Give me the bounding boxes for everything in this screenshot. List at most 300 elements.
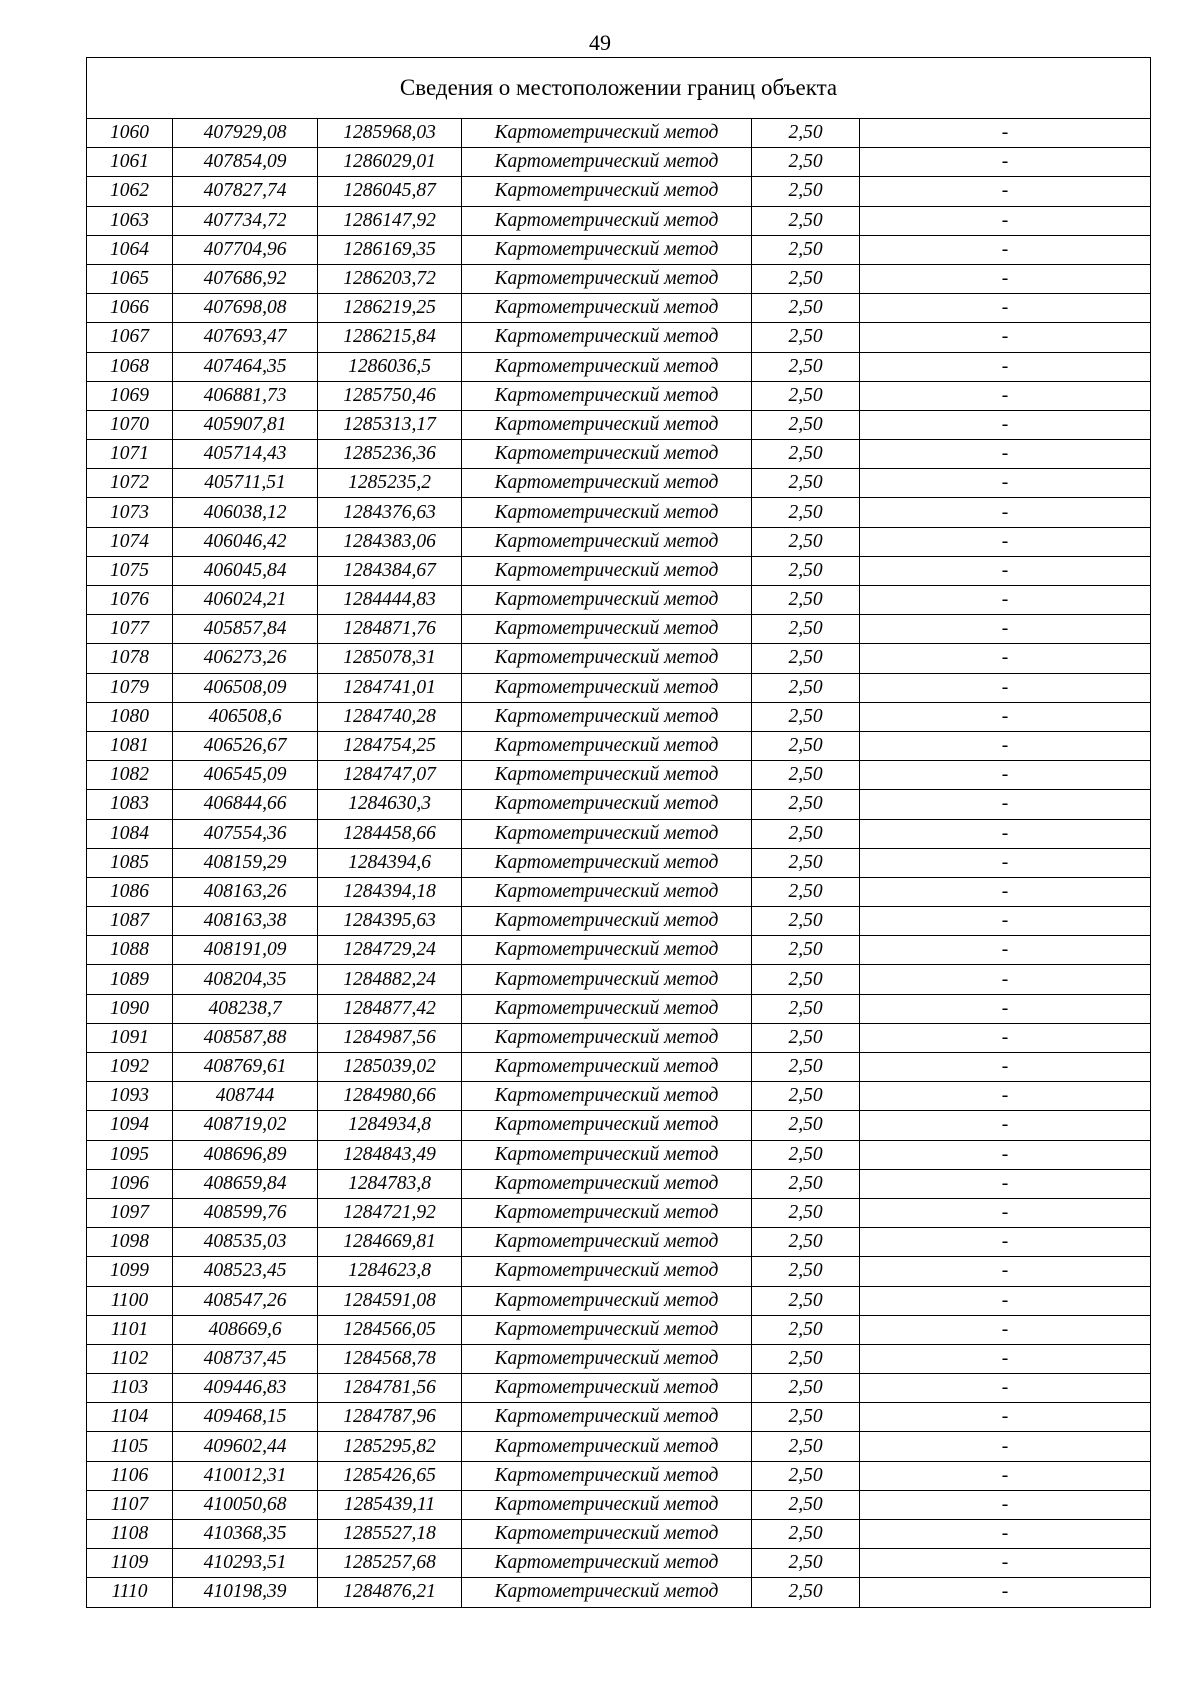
point-number-cell: 1061: [87, 148, 173, 177]
y-coordinate-cell: 1284754,25: [318, 731, 462, 760]
y-coordinate-cell: 1284934,8: [318, 1111, 462, 1140]
note-cell: -: [860, 556, 1151, 585]
method-cell: Картометрический метод: [462, 1403, 752, 1432]
x-coordinate-cell: 405711,51: [173, 469, 318, 498]
accuracy-cell: 2,50: [752, 848, 860, 877]
point-number-cell: 1104: [87, 1403, 173, 1432]
accuracy-cell: 2,50: [752, 1461, 860, 1490]
y-coordinate-cell: 1285078,31: [318, 644, 462, 673]
accuracy-cell: 2,50: [752, 119, 860, 148]
table-row: [87, 352, 1151, 381]
point-number-cell: 1066: [87, 294, 173, 323]
table-row: [87, 644, 1151, 673]
table-row: [87, 1432, 1151, 1461]
x-coordinate-cell: 408744: [173, 1082, 318, 1111]
y-coordinate-cell: 1284376,63: [318, 498, 462, 527]
note-cell: -: [860, 965, 1151, 994]
x-coordinate-cell: 407734,72: [173, 206, 318, 235]
point-number-cell: 1083: [87, 790, 173, 819]
point-number-cell: 1089: [87, 965, 173, 994]
note-cell: -: [860, 761, 1151, 790]
table-row: [87, 556, 1151, 585]
point-number-cell: 1077: [87, 615, 173, 644]
method-cell: Картометрический метод: [462, 264, 752, 293]
x-coordinate-cell: 406038,12: [173, 498, 318, 527]
method-cell: Картометрический метод: [462, 1228, 752, 1257]
y-coordinate-cell: 1285257,68: [318, 1549, 462, 1578]
table-row: [87, 1286, 1151, 1315]
y-coordinate-cell: 1284395,63: [318, 907, 462, 936]
method-cell: Картометрический метод: [462, 235, 752, 264]
note-cell: -: [860, 1432, 1151, 1461]
y-coordinate-cell: 1284623,8: [318, 1257, 462, 1286]
accuracy-cell: 2,50: [752, 1169, 860, 1198]
accuracy-cell: 2,50: [752, 264, 860, 293]
x-coordinate-cell: 407686,92: [173, 264, 318, 293]
x-coordinate-cell: 407827,74: [173, 177, 318, 206]
point-number-cell: 1063: [87, 206, 173, 235]
table-row: [87, 877, 1151, 906]
method-cell: Картометрический метод: [462, 381, 752, 410]
method-cell: Картометрический метод: [462, 907, 752, 936]
note-cell: -: [860, 1520, 1151, 1549]
method-cell: Картометрический метод: [462, 440, 752, 469]
x-coordinate-cell: 409468,15: [173, 1403, 318, 1432]
table-row: [87, 731, 1151, 760]
table-row: [87, 206, 1151, 235]
note-cell: -: [860, 119, 1151, 148]
note-cell: -: [860, 994, 1151, 1023]
point-number-cell: 1086: [87, 877, 173, 906]
x-coordinate-cell: 408191,09: [173, 936, 318, 965]
x-coordinate-cell: 408159,29: [173, 848, 318, 877]
x-coordinate-cell: 408599,76: [173, 1198, 318, 1227]
method-cell: Картометрический метод: [462, 177, 752, 206]
method-cell: Картометрический метод: [462, 790, 752, 819]
x-coordinate-cell: 408535,03: [173, 1228, 318, 1257]
table-row: [87, 1111, 1151, 1140]
method-cell: Картометрический метод: [462, 352, 752, 381]
note-cell: -: [860, 819, 1151, 848]
y-coordinate-cell: 1285439,11: [318, 1490, 462, 1519]
y-coordinate-cell: 1284787,96: [318, 1403, 462, 1432]
point-number-cell: 1085: [87, 848, 173, 877]
note-cell: -: [860, 440, 1151, 469]
y-coordinate-cell: 1284740,28: [318, 702, 462, 731]
method-cell: Картометрический метод: [462, 498, 752, 527]
accuracy-cell: 2,50: [752, 1315, 860, 1344]
method-cell: Картометрический метод: [462, 410, 752, 439]
accuracy-cell: 2,50: [752, 615, 860, 644]
x-coordinate-cell: 407698,08: [173, 294, 318, 323]
point-number-cell: 1099: [87, 1257, 173, 1286]
y-coordinate-cell: 1285313,17: [318, 410, 462, 439]
note-cell: -: [860, 731, 1151, 760]
note-cell: -: [860, 1374, 1151, 1403]
method-cell: Картометрический метод: [462, 731, 752, 760]
accuracy-cell: 2,50: [752, 1432, 860, 1461]
accuracy-cell: 2,50: [752, 907, 860, 936]
method-cell: Картометрический метод: [462, 1549, 752, 1578]
method-cell: Картометрический метод: [462, 965, 752, 994]
table-row: [87, 1198, 1151, 1227]
note-cell: -: [860, 1023, 1151, 1052]
accuracy-cell: 2,50: [752, 994, 860, 1023]
y-coordinate-cell: 1286029,01: [318, 148, 462, 177]
note-cell: -: [860, 235, 1151, 264]
accuracy-cell: 2,50: [752, 1228, 860, 1257]
table-row: [87, 498, 1151, 527]
point-number-cell: 1096: [87, 1169, 173, 1198]
x-coordinate-cell: 410293,51: [173, 1549, 318, 1578]
y-coordinate-cell: 1285039,02: [318, 1053, 462, 1082]
method-cell: Картометрический метод: [462, 469, 752, 498]
method-cell: Картометрический метод: [462, 148, 752, 177]
x-coordinate-cell: 407554,36: [173, 819, 318, 848]
method-cell: Картометрический метод: [462, 1490, 752, 1519]
table-row: [87, 702, 1151, 731]
method-cell: Картометрический метод: [462, 1053, 752, 1082]
accuracy-cell: 2,50: [752, 1053, 860, 1082]
table-row: [87, 1053, 1151, 1082]
point-number-cell: 1082: [87, 761, 173, 790]
note-cell: -: [860, 1053, 1151, 1082]
y-coordinate-cell: 1284591,08: [318, 1286, 462, 1315]
accuracy-cell: 2,50: [752, 556, 860, 585]
table-row: [87, 1490, 1151, 1519]
accuracy-cell: 2,50: [752, 586, 860, 615]
point-number-cell: 1098: [87, 1228, 173, 1257]
note-cell: -: [860, 498, 1151, 527]
point-number-cell: 1091: [87, 1023, 173, 1052]
point-number-cell: 1070: [87, 410, 173, 439]
note-cell: -: [860, 907, 1151, 936]
table-row: [87, 119, 1151, 148]
accuracy-cell: 2,50: [752, 673, 860, 702]
table-row: [87, 936, 1151, 965]
note-cell: -: [860, 264, 1151, 293]
accuracy-cell: 2,50: [752, 1023, 860, 1052]
table-row: [87, 790, 1151, 819]
accuracy-cell: 2,50: [752, 790, 860, 819]
point-number-cell: 1105: [87, 1432, 173, 1461]
table-row: [87, 615, 1151, 644]
accuracy-cell: 2,50: [752, 410, 860, 439]
point-number-cell: 1087: [87, 907, 173, 936]
table-row: [87, 177, 1151, 206]
y-coordinate-cell: 1284729,24: [318, 936, 462, 965]
x-coordinate-cell: 408547,26: [173, 1286, 318, 1315]
note-cell: -: [860, 644, 1151, 673]
table-row: [87, 907, 1151, 936]
x-coordinate-cell: 405714,43: [173, 440, 318, 469]
point-number-cell: 1075: [87, 556, 173, 585]
table-row: [87, 440, 1151, 469]
table-row: [87, 410, 1151, 439]
x-coordinate-cell: 408737,45: [173, 1344, 318, 1373]
point-number-cell: 1094: [87, 1111, 173, 1140]
y-coordinate-cell: 1284669,81: [318, 1228, 462, 1257]
table-row: [87, 1140, 1151, 1169]
x-coordinate-cell: 406273,26: [173, 644, 318, 673]
method-cell: Картометрический метод: [462, 936, 752, 965]
x-coordinate-cell: 410012,31: [173, 1461, 318, 1490]
y-coordinate-cell: 1285527,18: [318, 1520, 462, 1549]
accuracy-cell: 2,50: [752, 965, 860, 994]
table-row: [87, 1374, 1151, 1403]
method-cell: Картометрический метод: [462, 819, 752, 848]
point-number-cell: 1107: [87, 1490, 173, 1519]
accuracy-cell: 2,50: [752, 381, 860, 410]
x-coordinate-cell: 407704,96: [173, 235, 318, 264]
accuracy-cell: 2,50: [752, 819, 860, 848]
accuracy-cell: 2,50: [752, 761, 860, 790]
note-cell: -: [860, 206, 1151, 235]
point-number-cell: 1110: [87, 1578, 173, 1607]
table-row: [87, 527, 1151, 556]
point-number-cell: 1072: [87, 469, 173, 498]
method-cell: Картометрический метод: [462, 1023, 752, 1052]
note-cell: -: [860, 294, 1151, 323]
x-coordinate-cell: 406526,67: [173, 731, 318, 760]
x-coordinate-cell: 408163,26: [173, 877, 318, 906]
table-row: [87, 264, 1151, 293]
accuracy-cell: 2,50: [752, 527, 860, 556]
accuracy-cell: 2,50: [752, 731, 860, 760]
point-number-cell: 1071: [87, 440, 173, 469]
method-cell: Картометрический метод: [462, 556, 752, 585]
note-cell: -: [860, 1228, 1151, 1257]
point-number-cell: 1062: [87, 177, 173, 206]
note-cell: -: [860, 1490, 1151, 1519]
y-coordinate-cell: 1285426,65: [318, 1461, 462, 1490]
table-row: [87, 323, 1151, 352]
table-row: [87, 469, 1151, 498]
note-cell: -: [860, 1257, 1151, 1286]
point-number-cell: 1065: [87, 264, 173, 293]
method-cell: Картометрический метод: [462, 586, 752, 615]
point-number-cell: 1068: [87, 352, 173, 381]
method-cell: Картометрический метод: [462, 1082, 752, 1111]
y-coordinate-cell: 1284843,49: [318, 1140, 462, 1169]
note-cell: -: [860, 1198, 1151, 1227]
method-cell: Картометрический метод: [462, 119, 752, 148]
note-cell: -: [860, 177, 1151, 206]
y-coordinate-cell: 1284877,42: [318, 994, 462, 1023]
x-coordinate-cell: 406024,21: [173, 586, 318, 615]
y-coordinate-cell: 1285295,82: [318, 1432, 462, 1461]
x-coordinate-cell: 406881,73: [173, 381, 318, 410]
point-number-cell: 1084: [87, 819, 173, 848]
method-cell: Картометрический метод: [462, 1140, 752, 1169]
y-coordinate-cell: 1284980,66: [318, 1082, 462, 1111]
x-coordinate-cell: 407854,09: [173, 148, 318, 177]
y-coordinate-cell: 1284882,24: [318, 965, 462, 994]
note-cell: -: [860, 1111, 1151, 1140]
point-number-cell: 1079: [87, 673, 173, 702]
x-coordinate-cell: 408587,88: [173, 1023, 318, 1052]
table-row: [87, 848, 1151, 877]
accuracy-cell: 2,50: [752, 877, 860, 906]
note-cell: -: [860, 877, 1151, 906]
note-cell: -: [860, 1286, 1151, 1315]
accuracy-cell: 2,50: [752, 1286, 860, 1315]
point-number-cell: 1069: [87, 381, 173, 410]
table-row: [87, 994, 1151, 1023]
accuracy-cell: 2,50: [752, 1549, 860, 1578]
method-cell: Картометрический метод: [462, 1374, 752, 1403]
accuracy-cell: 2,50: [752, 323, 860, 352]
table-row: [87, 148, 1151, 177]
x-coordinate-cell: 406508,09: [173, 673, 318, 702]
x-coordinate-cell: 408669,6: [173, 1315, 318, 1344]
point-number-cell: 1073: [87, 498, 173, 527]
method-cell: Картометрический метод: [462, 877, 752, 906]
accuracy-cell: 2,50: [752, 1257, 860, 1286]
note-cell: -: [860, 527, 1151, 556]
y-coordinate-cell: 1284871,76: [318, 615, 462, 644]
point-number-cell: 1102: [87, 1344, 173, 1373]
accuracy-cell: 2,50: [752, 352, 860, 381]
accuracy-cell: 2,50: [752, 440, 860, 469]
table-title-row: [87, 58, 1151, 119]
table-row: [87, 1082, 1151, 1111]
method-cell: Картометрический метод: [462, 206, 752, 235]
y-coordinate-cell: 1284630,3: [318, 790, 462, 819]
accuracy-cell: 2,50: [752, 469, 860, 498]
x-coordinate-cell: 408769,61: [173, 1053, 318, 1082]
method-cell: Картометрический метод: [462, 1198, 752, 1227]
note-cell: -: [860, 1461, 1151, 1490]
note-cell: -: [860, 1082, 1151, 1111]
method-cell: Картометрический метод: [462, 673, 752, 702]
accuracy-cell: 2,50: [752, 1082, 860, 1111]
y-coordinate-cell: 1284721,92: [318, 1198, 462, 1227]
note-cell: -: [860, 702, 1151, 731]
y-coordinate-cell: 1286036,5: [318, 352, 462, 381]
point-number-cell: 1103: [87, 1374, 173, 1403]
table-row: [87, 1228, 1151, 1257]
note-cell: -: [860, 1315, 1151, 1344]
note-cell: -: [860, 410, 1151, 439]
y-coordinate-cell: 1284566,05: [318, 1315, 462, 1344]
x-coordinate-cell: 408659,84: [173, 1169, 318, 1198]
x-coordinate-cell: 406046,42: [173, 527, 318, 556]
table-title: Сведения о местоположении границ объекта: [87, 58, 1151, 119]
x-coordinate-cell: 406545,09: [173, 761, 318, 790]
x-coordinate-cell: 409602,44: [173, 1432, 318, 1461]
x-coordinate-cell: 406508,6: [173, 702, 318, 731]
note-cell: -: [860, 323, 1151, 352]
point-number-cell: 1067: [87, 323, 173, 352]
y-coordinate-cell: 1285235,2: [318, 469, 462, 498]
accuracy-cell: 2,50: [752, 1520, 860, 1549]
accuracy-cell: 2,50: [752, 206, 860, 235]
x-coordinate-cell: 408719,02: [173, 1111, 318, 1140]
x-coordinate-cell: 410050,68: [173, 1490, 318, 1519]
y-coordinate-cell: 1284987,56: [318, 1023, 462, 1052]
accuracy-cell: 2,50: [752, 1140, 860, 1169]
page-number: 49: [589, 30, 611, 55]
y-coordinate-cell: 1284568,78: [318, 1344, 462, 1373]
method-cell: Картометрический метод: [462, 644, 752, 673]
table-row: [87, 673, 1151, 702]
y-coordinate-cell: 1284781,56: [318, 1374, 462, 1403]
note-cell: -: [860, 1169, 1151, 1198]
point-number-cell: 1092: [87, 1053, 173, 1082]
accuracy-cell: 2,50: [752, 177, 860, 206]
x-coordinate-cell: 406844,66: [173, 790, 318, 819]
x-coordinate-cell: 409446,83: [173, 1374, 318, 1403]
note-cell: -: [860, 352, 1151, 381]
note-cell: -: [860, 848, 1151, 877]
table-row: [87, 294, 1151, 323]
table-row: [87, 1578, 1151, 1607]
accuracy-cell: 2,50: [752, 644, 860, 673]
x-coordinate-cell: 405857,84: [173, 615, 318, 644]
point-number-cell: 1090: [87, 994, 173, 1023]
method-cell: Картометрический метод: [462, 294, 752, 323]
table-row: [87, 1169, 1151, 1198]
method-cell: Картометрический метод: [462, 1315, 752, 1344]
x-coordinate-cell: 407693,47: [173, 323, 318, 352]
accuracy-cell: 2,50: [752, 1578, 860, 1607]
x-coordinate-cell: 408696,89: [173, 1140, 318, 1169]
note-cell: -: [860, 1549, 1151, 1578]
table-row: [87, 586, 1151, 615]
y-coordinate-cell: 1286219,25: [318, 294, 462, 323]
point-number-cell: 1064: [87, 235, 173, 264]
method-cell: Картометрический метод: [462, 848, 752, 877]
point-number-cell: 1097: [87, 1198, 173, 1227]
table-row: [87, 1257, 1151, 1286]
point-number-cell: 1080: [87, 702, 173, 731]
y-coordinate-cell: 1286045,87: [318, 177, 462, 206]
y-coordinate-cell: 1284876,21: [318, 1578, 462, 1607]
note-cell: -: [860, 148, 1151, 177]
note-cell: -: [860, 1403, 1151, 1432]
table-row: [87, 1023, 1151, 1052]
note-cell: -: [860, 1140, 1151, 1169]
y-coordinate-cell: 1284384,67: [318, 556, 462, 585]
y-coordinate-cell: 1284783,8: [318, 1169, 462, 1198]
accuracy-cell: 2,50: [752, 702, 860, 731]
accuracy-cell: 2,50: [752, 1198, 860, 1227]
method-cell: Картометрический метод: [462, 527, 752, 556]
table-row: [87, 235, 1151, 264]
table-row: [87, 965, 1151, 994]
accuracy-cell: 2,50: [752, 1490, 860, 1519]
accuracy-cell: 2,50: [752, 1344, 860, 1373]
point-number-cell: 1088: [87, 936, 173, 965]
note-cell: -: [860, 469, 1151, 498]
point-number-cell: 1081: [87, 731, 173, 760]
y-coordinate-cell: 1285236,36: [318, 440, 462, 469]
table-row: [87, 819, 1151, 848]
accuracy-cell: 2,50: [752, 1374, 860, 1403]
y-coordinate-cell: 1286169,35: [318, 235, 462, 264]
point-number-cell: 1078: [87, 644, 173, 673]
x-coordinate-cell: 408163,38: [173, 907, 318, 936]
point-number-cell: 1108: [87, 1520, 173, 1549]
y-coordinate-cell: 1284444,83: [318, 586, 462, 615]
table-row: [87, 1549, 1151, 1578]
accuracy-cell: 2,50: [752, 498, 860, 527]
method-cell: Картометрический метод: [462, 1461, 752, 1490]
x-coordinate-cell: 408204,35: [173, 965, 318, 994]
x-coordinate-cell: 410368,35: [173, 1520, 318, 1549]
table-row: [87, 1461, 1151, 1490]
